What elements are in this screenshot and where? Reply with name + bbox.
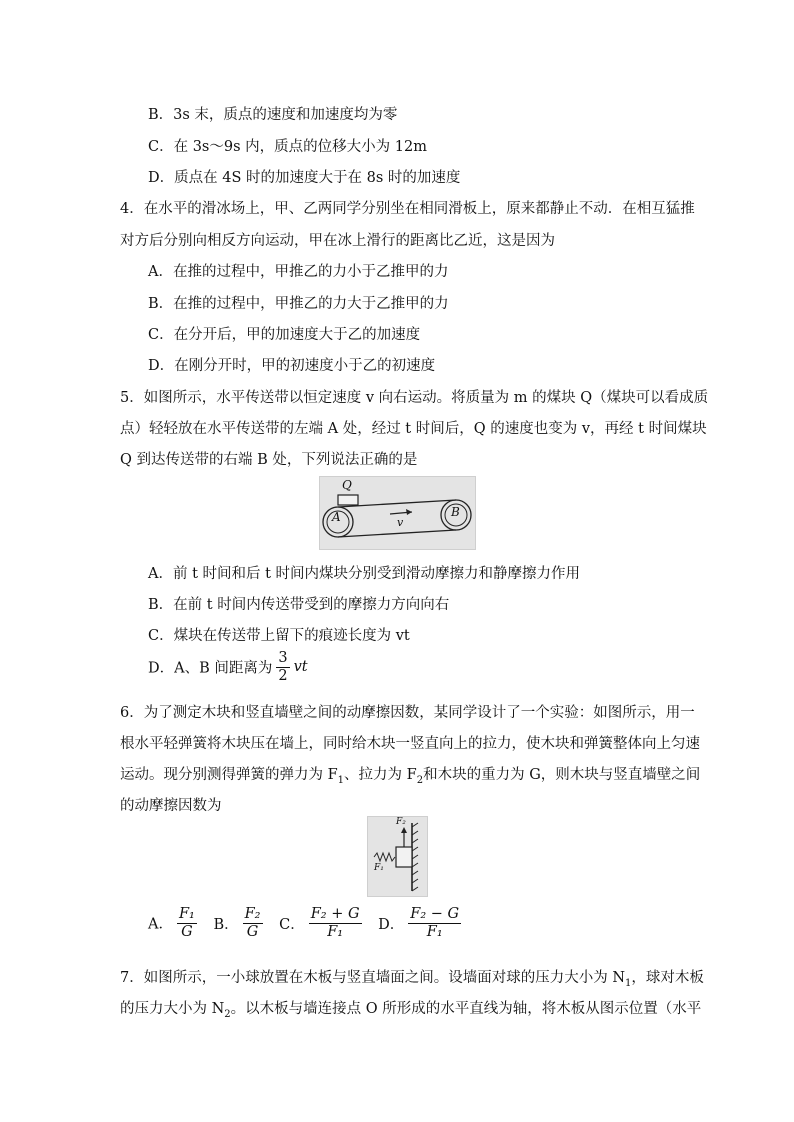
q7-stem-line1 (120, 966, 704, 989)
q3-option-c: C．在 3s～9s 内，质点的位移大小为 12m (148, 139, 427, 155)
q4-option-d: D．在刚分开时，甲的初速度小于乙的初速度 (148, 358, 436, 374)
q6-option-d-label: D． (378, 916, 405, 933)
subscript-2: 2 (224, 1008, 231, 1020)
q5-option-c: C．煤块在传送带上留下的痕迹长度为 vt (148, 628, 410, 644)
q5-option-d (148, 650, 308, 684)
q7-line1-part2: ，球对木板 (631, 970, 704, 986)
q4-option-a: A．在推的过程中，甲推乙的力小于乙推甲的力 (148, 264, 449, 280)
fraction-numerator: F₂ (244, 906, 261, 922)
fraction-numerator: F₂ + G (310, 906, 360, 922)
q6-option-c-fraction (309, 906, 362, 940)
q7-line2-part1: 的压力大小为 N (120, 1001, 225, 1017)
q6-line3-part2: 、拉力为 F (344, 767, 417, 783)
q6-option-b-fraction (243, 906, 263, 940)
q6-stem-line4: 的动摩擦因数为 (120, 798, 222, 814)
fraction-three-halves (276, 650, 289, 684)
q4-option-b: B．在推的过程中，甲推乙的力大于乙推甲的力 (148, 296, 449, 312)
q4-stem-line1: 4．在水平的滑冰场上，甲、乙两同学分别坐在相同滑板上，原来都静止不动．在相互猛推 (120, 201, 695, 217)
q5-stem-line1: 5．如图所示，水平传送带以恒定速度 v 向右运动。将质量为 m 的煤块 Q（煤块可以看成质 (120, 390, 709, 406)
q6-line3-part1: 运动。现分别测得弹簧的弹力为 F (120, 767, 338, 783)
subscript-1: 1 (337, 774, 345, 786)
label-b: B (451, 505, 460, 519)
fraction-denominator: F₁ (327, 923, 344, 940)
q6-option-a-label: A． (148, 916, 173, 933)
q6-stem-line2: 根水平轻弹簧将木块压在墙上，同时给木块一竖直向上的拉力，使木块和弹簧整体向上匀速 (120, 736, 700, 752)
q6-option-d-fraction (408, 906, 461, 940)
q5-option-b: B．在前 t 时间内传送带受到的摩擦力方向向右 (148, 597, 450, 613)
conveyor-belt-figure (319, 476, 476, 550)
q4-stem-line2: 对方后分别向相反方向运动，甲在冰上滑行的距离比乙近，这是因为 (120, 233, 555, 249)
subscript-2: 2 (416, 774, 424, 786)
q6-stem-line3 (120, 763, 700, 786)
label-a: A (332, 510, 341, 524)
q7-line1-part1: 7．如图所示，一小球放置在木板与竖直墙面之间。设墙面对球的压力大小为 N (120, 970, 626, 986)
q6-option-b-label: B． (213, 916, 239, 933)
fraction-numerator: 3 (278, 650, 288, 666)
q6-options (148, 906, 465, 940)
label-v: v (397, 516, 404, 529)
label-q: Q (342, 478, 352, 492)
q5-option-d-prefix: D．A、B 间距离为 (148, 660, 273, 677)
label-f2: F₂ (396, 817, 406, 827)
q7-line2-part2: 。以木板与墙连接点 O 所形成的水平直线为轴，将木板从图示位置（水平 (230, 1001, 702, 1017)
q3-option-b: B．3s 末，质点的速度和加速度均为零 (148, 107, 398, 123)
q6-option-a-fraction (177, 906, 197, 940)
q7-stem-line2 (120, 997, 701, 1020)
q5-option-a: A．前 t 时间和后 t 时间内煤块分别受到滑动摩擦力和静摩擦力作用 (148, 566, 581, 582)
q6-option-c-label: C． (279, 916, 305, 933)
q4-option-c: C．在分开后，甲的加速度大于乙的加速度 (148, 327, 421, 343)
q5-stem-line2: 点）轻轻放在水平传送带的左端 A 处，经过 t 时间后，Q 的速度也变为 v，再经 t 时间煤块 (120, 421, 707, 437)
q6-stem-line1: 6．为了测定木块和竖直墙壁之间的动摩擦因数，某同学设计了一个实验：如图所示，用一 (120, 705, 695, 721)
spring-block-wall-figure (367, 816, 428, 897)
q6-line3-part3: 和木块的重力为 G，则木块与竖直墙壁之间 (423, 767, 701, 783)
fraction-numerator: F₂ − G (410, 906, 460, 922)
fraction-denominator: G (246, 923, 259, 940)
fraction-numerator: F₁ (178, 906, 195, 922)
fraction-denominator: G (181, 923, 193, 940)
q3-option-d: D．质点在 4S 时的加速度大于在 8s 时的加速度 (148, 170, 461, 186)
label-f1: F₁ (374, 863, 384, 873)
fraction-denominator: F₁ (426, 923, 443, 940)
fraction-denominator: 2 (278, 667, 288, 684)
q5-stem-line3: Q 到达传送带的右端 B 处，下列说法正确的是 (120, 452, 418, 468)
q5-option-d-tail: vt (293, 659, 308, 676)
subscript-1: 1 (625, 977, 632, 989)
